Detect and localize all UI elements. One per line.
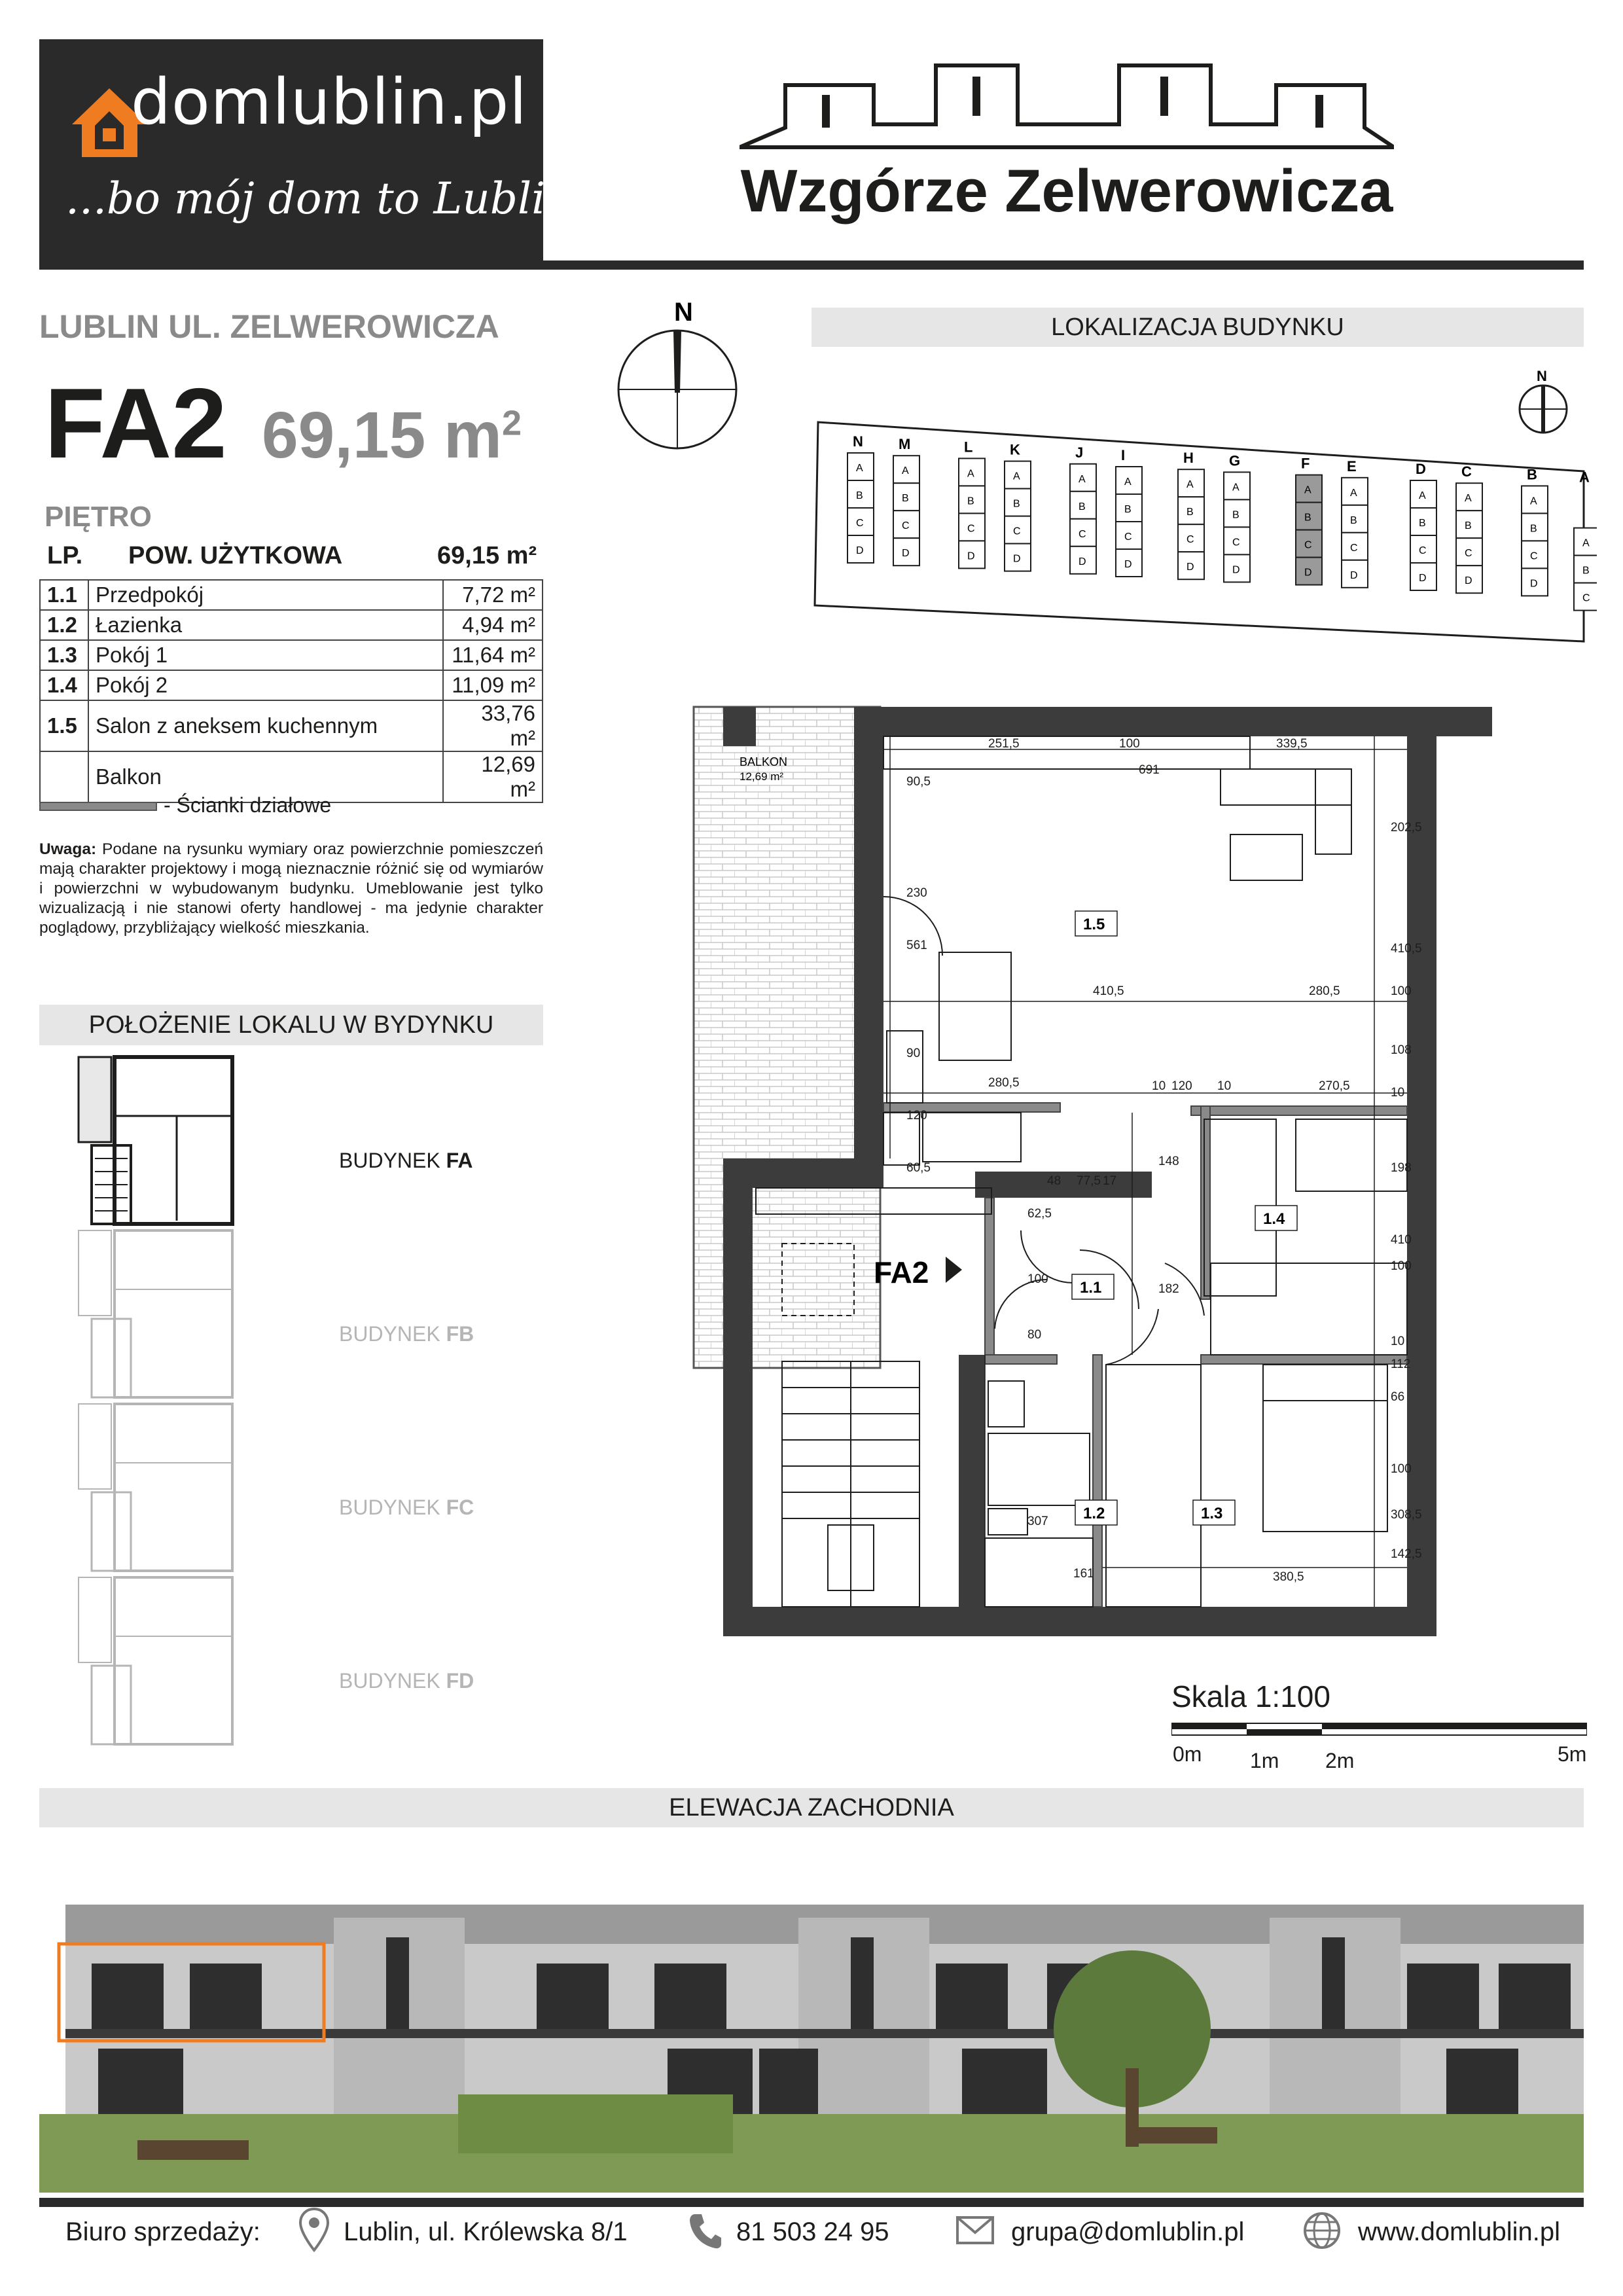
building-code: FD [446, 1669, 474, 1693]
entrance-label: FA2 [874, 1255, 929, 1289]
site-unit-label: D [1013, 553, 1021, 565]
building-label-fa [339, 1149, 473, 1173]
site-unit-label: B [1079, 501, 1086, 512]
dimension-label: 100 [1119, 737, 1140, 751]
site-unit-label: C [1582, 592, 1590, 604]
dimension-label: 108 [1391, 1043, 1412, 1057]
building-code: FA [446, 1149, 473, 1172]
building-prefix: BUDYNEK [339, 1496, 446, 1519]
room-no: 1.1 [40, 580, 88, 610]
note-text: Podane na rysunku wymiary oraz powierzchnie pomieszczeń mają charakter projektowy i mogą nieznacznie różnić się od wymiarów i powierzchni w wybudowanym budynku. Umeblowanie jest tylko wizualizacją i nie stanowi oferty handlowej - ma jedynie charakter poglądowy, przybliżający wielkość mieszkania. [39, 840, 543, 937]
footer-web: www.domlublin.pl [1358, 2217, 1561, 2246]
site-unit-label: A [1419, 490, 1426, 501]
site-unit-label: A [1350, 487, 1357, 499]
dimension-label: 17 [1103, 1174, 1117, 1188]
room-name: Pokój 2 [88, 670, 443, 700]
dimension-label: 410,5 [1391, 942, 1422, 956]
building-fc-plan [79, 1404, 232, 1571]
room-name: Balkon [88, 751, 443, 802]
room-no: 1.5 [40, 700, 88, 751]
site-unit-label: B [1530, 523, 1537, 535]
site-unit-label: A [1530, 495, 1537, 507]
dimension-label: 410,5 [1093, 984, 1124, 998]
dimension-label: 62,5 [1027, 1207, 1052, 1221]
dimension-label: 90,5 [906, 775, 931, 789]
site-block-label: G [1229, 452, 1241, 469]
entrance-arrow-icon [946, 1257, 962, 1283]
room-table [39, 579, 543, 803]
table-row [40, 610, 543, 640]
site-unit-label: B [902, 493, 909, 505]
site-unit-label: D [1079, 556, 1086, 567]
building-label-fd [339, 1669, 474, 1693]
table-row [40, 700, 543, 751]
site-block-label: K [1010, 441, 1020, 458]
building-label-fc [339, 1496, 474, 1520]
scale-tick: 1m [1250, 1749, 1279, 1772]
site-unit-label: C [902, 520, 910, 532]
dimension-label: 10 [1152, 1079, 1166, 1093]
room-area: 12,69 m² [443, 751, 543, 802]
site-unit-label: C [1013, 526, 1021, 537]
site-unit-label: C [1232, 537, 1240, 548]
dimension-label: 308,5 [1391, 1508, 1422, 1522]
site-blocks [847, 433, 1597, 611]
room-name: Salon z aneksem kuchennym [88, 700, 443, 751]
site-plan [812, 419, 1597, 655]
building-prefix: BUDYNEK [339, 1149, 446, 1172]
site-unit-label: A [856, 463, 863, 474]
room-no: 1.4 [40, 670, 88, 700]
logo-slogan: ...bo mój dom to Lublin [65, 173, 573, 224]
site-unit-label: C [967, 523, 975, 535]
site-unit-label: C [1350, 542, 1358, 554]
site-unit-label: B [1582, 565, 1590, 577]
room-number: 1.3 [1201, 1505, 1223, 1522]
site-unit-label: D [1350, 569, 1358, 581]
dimension-label: 120 [1171, 1079, 1192, 1093]
dimension-label: 691 [1139, 763, 1160, 777]
garden [39, 2114, 1584, 2193]
room-name: Pokój 1 [88, 640, 443, 670]
building-code: FB [446, 1322, 474, 1346]
site-unit-label: C [1124, 531, 1132, 543]
room-no [40, 751, 88, 802]
site-unit-label: D [1465, 575, 1472, 587]
room-number: 1.4 [1263, 1210, 1285, 1228]
site-unit-label: A [1079, 473, 1086, 485]
site-unit-label: C [856, 518, 864, 529]
dimension-label: 198 [1391, 1161, 1412, 1175]
site-block-label: I [1121, 447, 1126, 463]
site-unit-label: B [1124, 504, 1132, 515]
site-unit-label: B [1419, 518, 1426, 529]
partition-wall-label: - Ścianki działowe [164, 793, 332, 817]
scale-bar [1171, 1720, 1587, 1740]
footer-office-label: Biuro sprzedaży: [65, 2217, 260, 2246]
project-title: Wzgórze Zelwerowicza [740, 158, 1393, 224]
site-unit-label: C [1186, 534, 1194, 546]
phone-icon [687, 2211, 723, 2250]
room-name: Przedpokój [88, 580, 443, 610]
dimension-label: 66 [1391, 1390, 1405, 1404]
dimension-label: 410 [1391, 1233, 1412, 1247]
footer-divider [39, 2198, 1584, 2207]
room-area: 33,76 m² [443, 700, 543, 751]
room-no: 1.2 [40, 610, 88, 640]
dimension-label: 230 [906, 886, 927, 900]
site-unit-label: D [1530, 578, 1538, 590]
site-unit-label: D [1232, 564, 1240, 576]
elevation-render [39, 1852, 1584, 2193]
unit-area-value: 69,15 m [262, 399, 502, 472]
dimension-label: 270,5 [1319, 1079, 1350, 1093]
site-unit-label: A [967, 468, 974, 480]
site-unit-label: C [1419, 545, 1427, 556]
dimension-label: 202,5 [1391, 821, 1422, 834]
email-icon [955, 2215, 995, 2245]
footer-email: grupa@domlublin.pl [1011, 2217, 1245, 2246]
site-block-label: A [1579, 469, 1590, 486]
site-unit-label: B [856, 490, 863, 501]
dimension-label: 90 [906, 1047, 921, 1060]
site-unit-label: C [1079, 528, 1086, 540]
site-unit-label: B [1304, 512, 1311, 524]
compass [612, 295, 749, 455]
room-number: 1.1 [1080, 1279, 1102, 1297]
unit-area-sup: 2 [501, 403, 522, 443]
site-unit-label: D [856, 545, 864, 556]
table-row [40, 580, 543, 610]
room-area: 7,72 m² [443, 580, 543, 610]
site-unit-label: A [902, 465, 909, 477]
note-label: Uwaga: [39, 840, 97, 858]
unit-code: FA2 [45, 368, 227, 479]
scale-label: Skala 1:100 [1171, 1679, 1330, 1713]
dimension-label: 112 [1391, 1357, 1411, 1371]
dimension-label: 182 [1158, 1282, 1179, 1296]
logo-name: domlublin.pl [131, 65, 527, 139]
site-block-label: B [1527, 466, 1537, 483]
site-unit-label: D [1419, 573, 1427, 584]
building-fd-plan [79, 1577, 232, 1744]
balcony-slab [65, 2029, 1584, 2038]
building-fa-plan [79, 1057, 232, 1224]
scale-tick: 5m [1558, 1742, 1587, 1766]
location-compass-north: N [1537, 368, 1547, 384]
room-number: 1.5 [1083, 916, 1105, 933]
scale-tick: 0m [1173, 1742, 1202, 1766]
building-prefix: BUDYNEK [339, 1322, 446, 1346]
room-area: 11,64 m² [443, 640, 543, 670]
room-area: 11,09 m² [443, 670, 543, 700]
building-code: FC [446, 1496, 474, 1519]
site-unit-label: C [1304, 539, 1312, 551]
location-pin-icon [298, 2207, 330, 2253]
site-unit-label: B [1013, 498, 1020, 510]
site-unit-label: B [1186, 507, 1194, 518]
dimension-label: 280,5 [1309, 984, 1340, 998]
dimension-label: 48 [1047, 1174, 1061, 1188]
balcony-label: BALKON [740, 755, 788, 768]
floor-plan [687, 700, 1492, 1643]
site-unit-label: A [1124, 476, 1132, 488]
header-divider [39, 260, 1584, 270]
dimension-label: 100 [1027, 1272, 1048, 1286]
site-block-label: E [1347, 457, 1357, 475]
site-block-label: H [1183, 450, 1194, 467]
room-no: 1.3 [40, 640, 88, 670]
dimension-label: 561 [906, 939, 927, 952]
room-number: 1.2 [1083, 1505, 1105, 1522]
dimension-label: 60,5 [906, 1161, 931, 1175]
unit-area [262, 398, 522, 473]
site-unit-label: A [1582, 537, 1590, 549]
room-area: 4,94 m² [443, 610, 543, 640]
dimension-label: 148 [1158, 1155, 1179, 1168]
globe-icon [1302, 2211, 1342, 2250]
site-block-label: J [1075, 444, 1084, 461]
table-header-lp: LP. [47, 542, 83, 569]
doors [883, 897, 1204, 1365]
site-unit-label: D [967, 550, 975, 562]
dimension-label: 142,5 [1391, 1547, 1422, 1561]
footer-phone: 81 503 24 95 [736, 2217, 889, 2246]
building-prefix: BUDYNEK [339, 1669, 446, 1693]
address-heading: LUBLIN UL. ZELWEROWICZA [39, 308, 499, 345]
dimension-label: 10 [1217, 1079, 1232, 1093]
dimension-label: 120 [906, 1109, 927, 1122]
site-block-label: M [899, 436, 911, 453]
dimension-label: 10 [1391, 1335, 1405, 1348]
table-row [40, 640, 543, 670]
site-unit-label: A [1013, 471, 1020, 482]
site-unit-label: B [1465, 520, 1472, 532]
site-unit-label: D [1304, 567, 1312, 579]
site-unit-label: D [1124, 559, 1132, 570]
site-unit-label: B [967, 495, 974, 507]
site-unit-label: A [1304, 484, 1311, 496]
dimension-label: 100 [1391, 1259, 1412, 1273]
location-heading: LOKALIZACJA BUDYNKU [812, 308, 1584, 347]
site-block-label: N [853, 433, 863, 450]
skyline-logo-icon [740, 62, 1394, 154]
floor-label: PIĘTRO [45, 501, 152, 533]
dimension-label: 80 [1027, 1328, 1042, 1342]
site-unit-label: A [1465, 493, 1472, 505]
site-unit-label: D [902, 548, 910, 560]
dimension-label: 339,5 [1276, 737, 1308, 751]
site-unit-label: B [1350, 514, 1357, 526]
site-unit-label: D [1186, 562, 1194, 573]
balcony-area-label: 12,69 m² [740, 770, 784, 783]
site-block-label: L [964, 439, 973, 456]
building-stack-diagram [65, 1054, 242, 1793]
dimension-label: 380,5 [1273, 1570, 1304, 1584]
site-unit-label: C [1465, 548, 1472, 560]
dimension-label: 161 [1073, 1567, 1094, 1581]
disclaimer-note [39, 840, 543, 938]
site-block-label: F [1301, 455, 1310, 472]
footer-address: Lublin, ul. Królewska 8/1 [344, 2217, 628, 2246]
site-unit-label: A [1232, 482, 1240, 493]
compass-north: N [674, 298, 693, 327]
table-header-name: POW. UŻYTKOWA [128, 542, 343, 569]
room-name: Łazienka [88, 610, 443, 640]
site-unit-label: A [1186, 479, 1194, 491]
balcony-area [694, 707, 880, 1368]
dimension-label: 251,5 [988, 737, 1020, 751]
dimension-label: 307 [1027, 1515, 1048, 1528]
site-unit-label: B [1232, 509, 1240, 521]
site-block-label: C [1461, 463, 1472, 480]
site-unit-label: C [1530, 550, 1538, 562]
building-fb-plan [79, 1230, 232, 1397]
dimension-label: 100 [1391, 1462, 1412, 1476]
building-label-fb [339, 1322, 474, 1346]
dimension-label: 77,5 [1077, 1174, 1101, 1188]
dimension-label: 10 [1391, 1086, 1405, 1100]
site-block-label: D [1416, 461, 1426, 477]
dimension-label: 100 [1391, 984, 1412, 998]
table-header-total: 69,15 m² [437, 542, 537, 569]
dimension-label: 280,5 [988, 1076, 1020, 1090]
table-row [40, 670, 543, 700]
partition-wall-swatch [39, 802, 157, 811]
position-heading: POŁOŻENIE LOKALU W BYDYNKU [39, 1005, 543, 1045]
elevation-heading: ELEWACJA ZACHODNIA [39, 1788, 1584, 1827]
scale-tick: 2m [1325, 1749, 1355, 1772]
